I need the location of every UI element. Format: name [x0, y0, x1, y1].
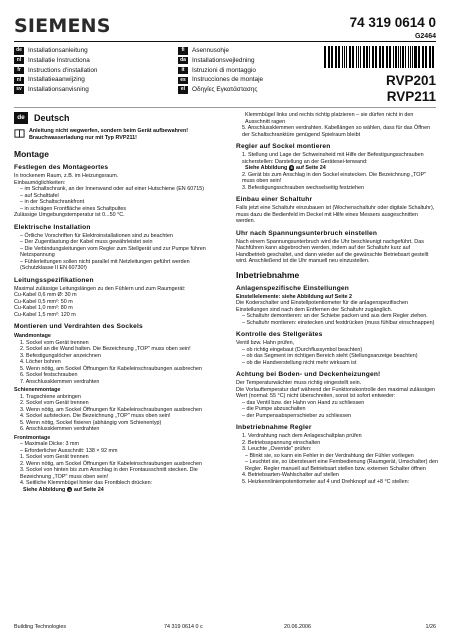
list-item: 6. Sockel festschrauben	[20, 372, 78, 378]
barcode-bar	[405, 46, 407, 68]
language-item	[178, 46, 263, 56]
subheading: Wandmontage	[14, 333, 51, 339]
subsection-title: Elektrische Installation	[14, 223, 91, 231]
paragraph: In trockenem Raum, z.B. im Heizungsraum.	[14, 173, 119, 179]
barcode-bar	[346, 46, 348, 68]
barcode-bar	[379, 46, 380, 68]
paragraph: Einbaumöglichkeiten:	[14, 179, 66, 186]
language-item	[14, 75, 97, 85]
paragraph: Der Temperaturwächter muss richtig eingestellt sein.	[236, 380, 362, 387]
barcode-bar	[328, 46, 329, 68]
right-column	[236, 112, 438, 485]
list-item: 7. Anschlussklemmen verdrahten	[20, 378, 100, 385]
barcode-bar	[433, 46, 434, 68]
list-item: 3. Befestigungslöcher anzeichnen	[20, 352, 101, 359]
language-label: Asennusohje	[192, 47, 229, 54]
language-label: Οδηγίες Εγκατάστασης	[192, 86, 258, 94]
list-item: 4. Sockel aufstecken. Die Bezeichnung „TOP" muss oben sein!	[20, 413, 171, 419]
list-item: – ob richtig eingebaut (Durchflussymbol beachten)	[242, 346, 363, 353]
paragraph: Klemmbügel links und rechts richtig platzieren – sie dürfen nicht in den Ausschnitt ragen	[245, 112, 414, 125]
language-label: Installationsanvisning	[28, 86, 89, 94]
language-code: sv	[14, 86, 24, 93]
list-item: 1. Stellung und Lage der Schweinsheid mit Hilfe der Befestigungsschrauben sicherstellen: Darstellung an der Gerätesei-tenwand:	[242, 152, 424, 165]
language-list-right	[178, 46, 263, 95]
list-item: Cu-Kabel 1,0 mm²: 80 m	[14, 305, 73, 311]
list-item: – Der Zugentlastung der Kabel muss gewährleistet sein	[20, 239, 153, 245]
figure-ref-page: auf Seite 24	[294, 165, 326, 172]
header-rule	[14, 41, 436, 42]
barcode-bar	[349, 46, 351, 68]
list-item: – der Pumpensabsperrschieber zu schliessen	[242, 412, 352, 419]
subsection-title: Montieren und Verdrahten des Sockels	[14, 323, 143, 330]
list-item: 1. Tragschiene anbringen	[20, 393, 81, 400]
language-item	[14, 46, 97, 56]
doc-sub: G2464	[414, 33, 436, 40]
barcode-bar	[342, 46, 343, 68]
paragraph: Die Vorlauftemperatur darf während der Funktionskontrolle den maximal zulässigen Wert (normal: 55 °C) nicht überschreiten, sonst ist sofort entweder:	[236, 386, 435, 400]
figure-number-badge: 4	[68, 486, 71, 492]
paragraph: Die Koderschalter und Einstellpotentiometer für die anlagenspezifischen Einstellungen sind nach dem Entfernen der Schaltuhr zugänglich.	[236, 300, 409, 313]
barcode-bar	[331, 46, 333, 68]
list-item: – Örtliche Vorschriften für Elektroinstallationen sind zu beachten	[20, 232, 173, 239]
subheading: Frontmontage	[14, 434, 51, 441]
subsection-title: Anlagenspezifische Einstellungen	[236, 284, 350, 292]
language-label: Installatieaanwijzing	[28, 76, 85, 84]
barcode-bar	[380, 46, 381, 68]
footer-page: 1/26	[425, 624, 436, 630]
barcode-image	[324, 46, 436, 68]
language-heading	[14, 112, 216, 124]
language-item	[178, 75, 263, 85]
language-item	[14, 56, 97, 66]
language-title: Deutsch	[34, 112, 70, 123]
language-code-badge: de	[14, 112, 28, 124]
subsection-title: Einbau einer Schaltuhr	[236, 196, 313, 204]
paragraph: Falls jetzt eine Schaltuhr einzubauen ist (Wochenschaltuhr oder digitale Schaltuhr), muss dazu die Bedienfeld im Deckel mit Hilfe eines Messers ausgeschnitten werden.	[236, 205, 435, 225]
language-code: da	[178, 57, 188, 64]
section-title: Inbetriebnahme	[236, 269, 300, 280]
barcode-bar	[386, 46, 387, 68]
barcode-bar	[429, 46, 431, 68]
list-item: Cu-Kabel 0,6 mm Ø: 30 m	[14, 292, 77, 298]
figure-reference	[14, 487, 216, 494]
notice-text: Brauchwasserladung nur mit Typ RVP211!	[29, 134, 137, 141]
barcode-bar	[375, 46, 377, 68]
barcode-bar	[422, 46, 424, 68]
barcode-bar	[419, 46, 420, 68]
list-item: – Erforderlicher Ausschnitt: 138 × 92 mm	[20, 447, 118, 454]
language-code: el	[178, 86, 188, 93]
figure-ref-text: Siehe Abbildung	[245, 165, 289, 172]
language-item	[178, 85, 263, 95]
list-item: 5. Anschlussklemmen verdrahten. Kabellängen so wählen, dass für das Öffnen der Schaltschranktüre genügend Spielraum bleibt	[242, 125, 431, 138]
barcode-bar	[373, 46, 374, 68]
subsection-title: Inbetriebnahme Regler	[236, 424, 312, 432]
list-item: 3. Wenn nötig, am Sockel Öffnungen für Kabeleinschraubungen ausbrechen	[20, 406, 203, 413]
doc-number: 74 319 0614 0	[349, 15, 436, 30]
list-item: Cu-Kabel 1,5 mm²: 120 m	[14, 311, 76, 318]
list-item: – in der Schaltschrankfront	[20, 199, 85, 205]
brand-logo: SIEMENS	[14, 15, 111, 37]
language-code: de	[14, 47, 24, 54]
subsection-title: Leitungsspezifikationen	[14, 276, 94, 284]
product-name: RVP201	[385, 73, 436, 88]
subsection-title: Festlegen des Montageortes	[14, 164, 109, 171]
barcode-bar	[358, 46, 360, 68]
barcode-bar	[418, 46, 419, 68]
footer-company: Building Technologies	[14, 624, 67, 630]
barcode-bar	[352, 46, 353, 68]
page-footer	[14, 624, 436, 630]
footer-date: 20.06.2006	[284, 624, 311, 630]
language-label: Istruzioni di montaggio	[192, 66, 256, 74]
barcode-bar	[393, 46, 394, 68]
footer-docnum: 74 319 0614 0 c	[164, 624, 203, 630]
barcode-bar	[425, 46, 426, 68]
figure-reference	[236, 165, 438, 172]
language-label: Installationsvejledning	[192, 56, 255, 64]
list-item: – ob das Segment im richtigen Bereich steht (Stellungsanzeige beachten)	[242, 353, 418, 360]
subsection-title: Kontrolle des Stellgerätes	[236, 331, 323, 339]
list-item: 4. Betriebsarten-Wahlschalter auf stellen	[242, 472, 339, 479]
list-item: – Fühlerleitungen sollen nicht parallel mit Netzleitungen geführt werden (Schutzklasse II EN 60730!)	[20, 258, 190, 271]
list-item: – ob die Handverstellung nicht mehr wirksam ist	[242, 359, 357, 366]
subsection-title: Uhr nach Spannungsunterbruch einstellen	[236, 229, 378, 237]
notice-block	[14, 128, 216, 141]
language-item	[14, 85, 97, 95]
list-item: 5. Wenn nötig, am Sockel Öffnungen für Kabeleinschraubungen ausbrechen	[20, 365, 203, 372]
barcode-bar	[329, 46, 330, 68]
barcode-bar	[410, 46, 411, 68]
barcode-bar	[344, 46, 345, 68]
list-item: – Blinkt sie, so kann ein Fehler in der Verdrahtung der Fühler vorliegen	[245, 452, 414, 459]
figure-ref-text: Siehe Abbildung	[23, 486, 67, 493]
list-item: 2. Gerät bis zum Anschlag in den Sockel einstecken. Die Bezeichnung „TOP" muss oben sein!	[242, 171, 426, 185]
barcode-bar	[408, 46, 409, 68]
list-item: – Schaltuhr montieren: einstecken und festdrücken (muss fühlbar einschnappen)	[242, 319, 435, 326]
language-label: Installationsanleitung	[28, 47, 88, 54]
barcode-bar	[412, 46, 413, 68]
list-item: – Leuchtet sie, so übersteuert eine Fernbedienung (Raumgerät, Umschalter) den Regler. Regler manuell auf Betriebsart stellen bzw. externen Schalter öffnen	[245, 459, 438, 472]
paragraph: Ventil bzw. Hahn prüfen,	[236, 340, 295, 347]
subheading: Schienenmontage	[14, 387, 61, 393]
language-code: it	[178, 67, 188, 74]
list-item: 2. Sockel vom Gerät trennen	[20, 400, 89, 406]
language-label: Instrucciones de montaje	[192, 76, 264, 84]
book-icon	[14, 128, 25, 139]
barcode-bar	[360, 46, 361, 68]
barcode-bar	[335, 46, 336, 68]
list-item: 5. Heizkennlinienpotentiometer auf 4 und Drehknopf auf +8 °C stellen:	[242, 478, 410, 485]
list-item: – die Pumpe abzuschalten	[242, 406, 306, 413]
list-item: 2. Wenn nötig, am Sockel Öffnungen für Kabeleinschraubungen ausbrechen	[20, 460, 203, 467]
figure-number-badge: 5	[290, 165, 293, 170]
product-name: RVP211	[386, 89, 436, 104]
paragraph: Nach einem Spannungsunterbruch wird die Uhr beschleunigt nachgeführt. Das Nachführen kann abgebrochen werden, indem auf der Schaltuhr kurz auf Handbetrieb geschaltet, und dann wieder auf die gewünschte Betriebsart gestellt wird. Anschließend ist die Uhr manuell neu einzustellen.	[236, 238, 429, 265]
language-code: fr	[14, 67, 24, 74]
subsection-title: Regler auf Sockel montieren	[236, 143, 331, 150]
barcode-bar	[400, 46, 401, 68]
list-item: Cu-Kabel 0,5 mm²: 50 m	[14, 298, 73, 305]
barcode-bar	[369, 46, 370, 68]
language-code: nl	[14, 57, 24, 64]
list-item: – Maximale Dicke: 3 mm	[20, 441, 80, 447]
barcode-bar	[398, 46, 399, 68]
section-title: Montage	[14, 149, 49, 159]
list-item: 1. Sockel vom Gerät trennen	[20, 454, 89, 460]
barcode-bar	[353, 46, 354, 68]
list-item: – Die Verbindungsleitungen vom Regler zum Stellgerät und zur Pumpe führen Netzspannung	[20, 245, 206, 258]
language-item	[178, 56, 263, 66]
barcode-bar	[336, 46, 337, 68]
paragraph: Einstellelemente: siehe Abbildung auf Seite 2	[236, 293, 353, 300]
language-label: Instructions d'installation	[28, 66, 98, 74]
list-item: 3. Sockel von hinten bis zum Anschlag in den Frontausschnitt stecken. Die Bezeichnung „TOP" muss oben sein!	[20, 467, 198, 480]
list-item: 1. Sockel vom Gerät trennen	[20, 339, 89, 346]
list-item: 3. Befestigungsschrauben wechselseitig festziehen	[242, 184, 364, 191]
left-column	[14, 112, 216, 493]
list-item: – in schrägen Frontfläche eines Schaltpultes	[20, 205, 127, 212]
list-item: 5. Wenn nötig, Sockel fixieren (abhängig vom Schienentyp)	[20, 419, 162, 426]
language-list-left	[14, 46, 97, 95]
list-item: – Schaltuhr demontieren: an der Schiebe packen und aus dem Regler ziehen.	[242, 313, 428, 320]
barcode-bar	[382, 46, 384, 68]
list-item: 6. Anschlussklemmen verdrahten	[20, 426, 100, 432]
barcode-bar	[414, 46, 416, 68]
list-item: – auf Schalttafel	[20, 192, 59, 199]
list-item: 4. Seitliche Klemmbügel hinter das Frontblech drücken:	[20, 480, 153, 486]
paragraph: Maximal zulässige Leitungslängen zu den Fühlern und zum Raumgerät:	[14, 285, 186, 292]
language-item	[178, 66, 263, 76]
subsection-title: Achtung bei Boden- und Deckenheizungen!	[236, 371, 381, 379]
barcode-bar	[389, 46, 391, 68]
list-item: 4. Löcher bohren	[20, 359, 61, 365]
barcode-bar	[366, 46, 368, 68]
language-code: es	[178, 77, 188, 84]
paragraph: Zulässige Umgebungstemperatur ist 0...50 °C.	[14, 212, 125, 218]
language-item	[14, 66, 97, 76]
list-item: 3. Leuchte „Override" prüfen:	[242, 446, 312, 453]
barcode-bar	[324, 46, 326, 68]
list-item: – im Schaltschrank, an der Innenwand oder auf einer Hutschiene (EN 60715)	[20, 186, 204, 192]
figure-ref-page: auf Seite 24	[72, 486, 104, 493]
list-item: 2. Sockel an die Wand halten. Die Bezeichnung „TOP" muss oben sein!	[20, 346, 191, 352]
list-item: – das Ventil bzw. der Hahn von Hand zu schliessen	[242, 399, 365, 406]
barcode-bar	[338, 46, 340, 68]
language-code: fi	[178, 47, 188, 54]
section-rule	[14, 107, 436, 108]
list-item: 2. Betriebsspannung einschalten	[242, 439, 321, 446]
language-code: nl	[14, 77, 24, 84]
list-item: 1. Verdrahtung nach dem Anlageschaltplan prüfen	[242, 433, 362, 440]
barcode-bar	[356, 46, 357, 68]
language-label: Installatie Instructiona	[28, 56, 90, 64]
barcode-bar	[395, 46, 397, 68]
barcode-bar	[372, 46, 373, 68]
barcode-bar	[432, 46, 433, 68]
barcode-bar	[426, 46, 427, 68]
barcode-bar	[402, 46, 404, 68]
notice-text: Anleitung nicht wegwerfen, sondern beim Gerät aufbewahren!	[29, 128, 189, 134]
barcode-bar	[363, 46, 365, 68]
barcode-bar	[387, 46, 388, 68]
